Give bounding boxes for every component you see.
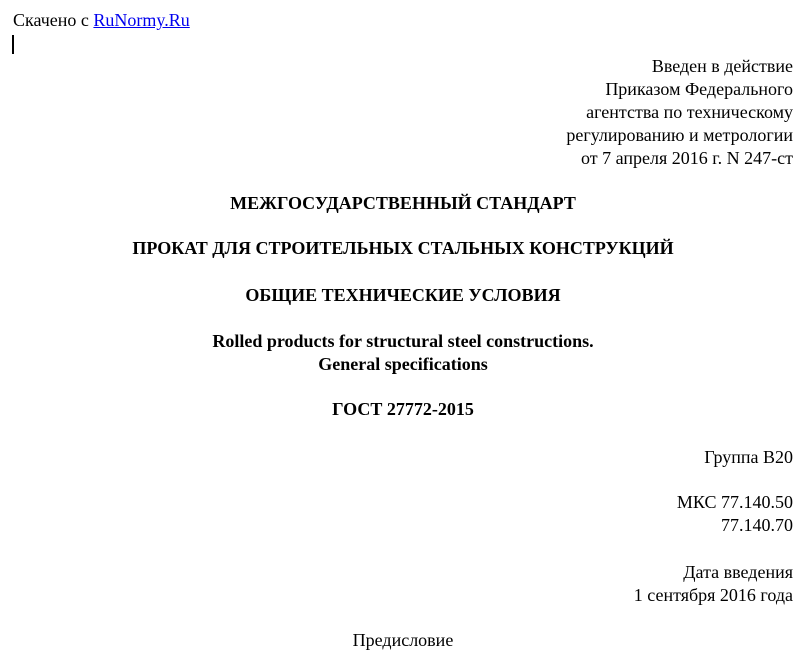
downloaded-from-label: Скачено с (13, 10, 89, 30)
approval-block (566, 55, 793, 170)
gost-number: ГОСТ 27772-2015 (332, 399, 474, 419)
mks-line: МКС 77.140.50 (676, 492, 793, 512)
approval-line: регулированию и метрологии (566, 125, 793, 145)
mks-line: 77.140.70 (721, 515, 793, 535)
introduction-date-value: 1 сентября 2016 года (633, 585, 793, 605)
approval-line: Приказом Федерального (605, 79, 793, 99)
english-title (0, 330, 799, 376)
approval-line: от 7 апреля 2016 г. N 247-ст (581, 148, 793, 168)
preface-heading: Предисловие (352, 630, 454, 650)
standard-subtitle: ОБЩИЕ ТЕХНИЧЕСКИЕ УСЛОВИЯ (245, 285, 561, 305)
english-title-line-1: Rolled products for structural steel constructions. (212, 331, 594, 351)
introduction-date-block (634, 561, 793, 607)
text-cursor (12, 35, 14, 54)
introduction-date-label: Дата введения (683, 562, 793, 582)
approval-line: агентства по техническому (586, 102, 793, 122)
standard-title: ПРОКАТ ДЛЯ СТРОИТЕЛЬНЫХ СТАЛЬНЫХ КОНСТРУКЦИЙ (132, 238, 674, 258)
runormy-link[interactable]: RuNormy.Ru (93, 10, 190, 30)
standard-type-heading: МЕЖГОСУДАРСТВЕННЫЙ СТАНДАРТ (230, 193, 576, 213)
english-title-line-2: General specifications (318, 354, 488, 374)
source-line (13, 9, 190, 31)
mks-codes (677, 491, 793, 537)
approval-line: Введен в действие (651, 56, 793, 76)
group-line: Группа В20 (704, 447, 793, 467)
group-code (704, 446, 793, 469)
